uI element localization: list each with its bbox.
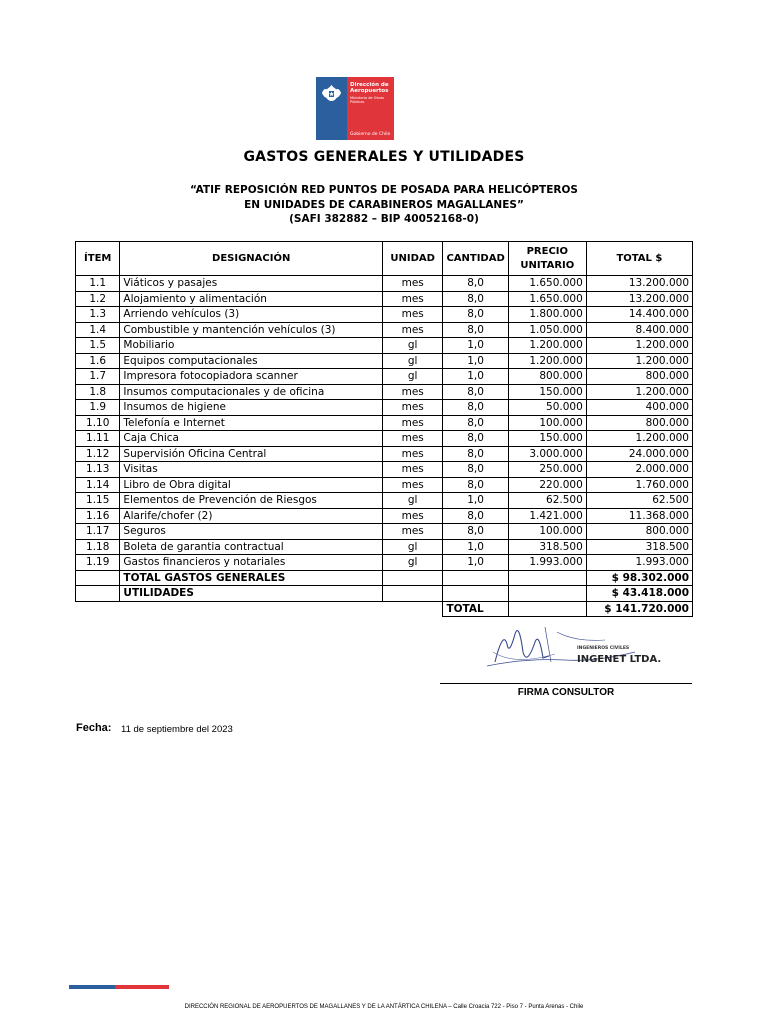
page-title: GASTOS GENERALES Y UTILIDADES <box>243 149 525 165</box>
cell-unidad: gl <box>382 338 442 354</box>
cell-unidad: gl <box>382 353 442 369</box>
cell-precio: 220.000 <box>508 477 586 493</box>
cell-item: 1.1 <box>76 276 120 292</box>
cell-total: 318.500 <box>586 539 692 555</box>
cell-item: 1.6 <box>76 353 120 369</box>
cell-precio: 100.000 <box>508 415 586 431</box>
footer-address: DIRECCIÓN REGIONAL DE AEROPUERTOS DE MAGALLANES Y DE LA ANTÁRTICA CHILENA – Calle Croacia 722 - Piso 7 - Punta Arenas - Chile <box>184 1004 584 1010</box>
cell-designacion: Visitas <box>120 462 383 478</box>
cell-designacion: Libro de Obra digital <box>120 477 383 493</box>
cell-cantidad: 8,0 <box>443 524 508 540</box>
cell-item: 1.17 <box>76 524 120 540</box>
cell-total: 62.500 <box>586 493 692 509</box>
table-row <box>76 276 693 292</box>
grand-total-spacer-3 <box>382 601 442 617</box>
logo-red-panel <box>347 77 394 140</box>
cell-total: 1.993.000 <box>586 555 692 571</box>
total-gastos-value: $ 98.302.000 <box>586 570 692 586</box>
header-total: TOTAL $ <box>586 242 692 276</box>
cell-unidad: mes <box>382 431 442 447</box>
footer-bar-red <box>115 985 169 989</box>
table-row <box>76 462 693 478</box>
cell-item: 1.18 <box>76 539 120 555</box>
total-gastos-empty-cantidad <box>443 570 508 586</box>
cell-unidad: gl <box>382 539 442 555</box>
cell-total: 14.400.000 <box>586 307 692 323</box>
table-header-row <box>76 242 693 276</box>
cell-total: 800.000 <box>586 524 692 540</box>
table-row <box>76 477 693 493</box>
grand-total-value: $ 141.720.000 <box>586 601 692 617</box>
utilidades-empty-cantidad <box>443 586 508 602</box>
table-row <box>76 322 693 338</box>
table-row <box>76 369 693 385</box>
cell-precio: 150.000 <box>508 431 586 447</box>
cell-designacion: Alojamiento y alimentación <box>120 291 383 307</box>
cell-cantidad: 8,0 <box>443 431 508 447</box>
cell-cantidad: 1,0 <box>443 338 508 354</box>
table-row <box>76 508 693 524</box>
cell-total: 11.368.000 <box>586 508 692 524</box>
table-row <box>76 291 693 307</box>
table-row <box>76 400 693 416</box>
table-body <box>76 276 693 571</box>
cell-item: 1.3 <box>76 307 120 323</box>
cell-total: 1.760.000 <box>586 477 692 493</box>
logo-government: Gobierno de Chile <box>350 132 391 137</box>
cell-total: 400.000 <box>586 400 692 416</box>
subtitle-line-2: EN UNIDADES DE CARABINEROS MAGALLANES” <box>244 198 524 211</box>
cell-designacion: Alarife/chofer (2) <box>120 508 383 524</box>
cell-designacion: Equipos computacionales <box>120 353 383 369</box>
table-row <box>76 493 693 509</box>
cell-total: 2.000.000 <box>586 462 692 478</box>
utilidades-empty-precio <box>508 586 586 602</box>
signature-line <box>440 683 692 684</box>
cell-cantidad: 8,0 <box>443 276 508 292</box>
cell-cantidad: 1,0 <box>443 353 508 369</box>
grand-total-spacer-1 <box>76 601 120 617</box>
subtitle-line-3: (SAFI 382882 – BIP 40052168-0) <box>289 213 479 225</box>
header-precio-line-2: UNITARIO <box>520 259 575 271</box>
cell-precio: 1.650.000 <box>508 276 586 292</box>
date-label: Fecha: <box>76 722 112 734</box>
cell-precio: 1.650.000 <box>508 291 586 307</box>
cell-unidad: gl <box>382 555 442 571</box>
logo <box>316 77 394 140</box>
header-cantidad: CANTIDAD <box>443 242 508 276</box>
cell-total: 24.000.000 <box>586 446 692 462</box>
cell-designacion: Boleta de garantia contractual <box>120 539 383 555</box>
cell-designacion: Viáticos y pasajes <box>120 276 383 292</box>
cell-designacion: Arriendo vehículos (3) <box>120 307 383 323</box>
total-gastos-row <box>76 570 693 586</box>
cell-unidad: gl <box>382 493 442 509</box>
cell-item: 1.15 <box>76 493 120 509</box>
cell-total: 1.200.000 <box>586 353 692 369</box>
cell-unidad: mes <box>382 307 442 323</box>
cell-item: 1.4 <box>76 322 120 338</box>
header-unidad: UNIDAD <box>382 242 442 276</box>
table-row <box>76 307 693 323</box>
cell-unidad: mes <box>382 384 442 400</box>
cell-unidad: mes <box>382 291 442 307</box>
signature-stamp-line-2: INGENET LTDA. <box>577 654 662 665</box>
cell-designacion: Seguros <box>120 524 383 540</box>
cell-precio: 1.421.000 <box>508 508 586 524</box>
subtitle-line-1: “ATIF REPOSICIÓN RED PUNTOS DE POSADA PARA HELICÓPTEROS <box>190 184 578 196</box>
cell-cantidad: 1,0 <box>443 539 508 555</box>
header-precio-unitario <box>508 242 586 276</box>
cell-designacion: Mobiliario <box>120 338 383 354</box>
header-designacion: DESIGNACIÓN <box>120 242 383 276</box>
table-row <box>76 415 693 431</box>
total-gastos-empty-unidad <box>382 570 442 586</box>
cell-item: 1.19 <box>76 555 120 571</box>
cell-total: 800.000 <box>586 415 692 431</box>
cell-total: 13.200.000 <box>586 276 692 292</box>
cell-designacion: Elementos de Prevención de Riesgos <box>120 493 383 509</box>
cell-item: 1.16 <box>76 508 120 524</box>
table-row <box>76 384 693 400</box>
cell-designacion: Insumos de higiene <box>120 400 383 416</box>
cell-unidad: mes <box>382 446 442 462</box>
date-value: 11 de septiembre del 2023 <box>121 724 233 735</box>
cell-cantidad: 8,0 <box>443 446 508 462</box>
signature-stamp-line-1: INGENIEROS CIVILES <box>577 646 630 651</box>
footer-color-bar <box>69 985 169 989</box>
cell-item: 1.11 <box>76 431 120 447</box>
logo-blue-panel <box>316 77 347 140</box>
cell-designacion: Telefonía e Internet <box>120 415 383 431</box>
cell-item: 1.9 <box>76 400 120 416</box>
cell-cantidad: 1,0 <box>443 555 508 571</box>
cell-item: 1.12 <box>76 446 120 462</box>
cell-cantidad: 8,0 <box>443 322 508 338</box>
cell-item: 1.8 <box>76 384 120 400</box>
table-row <box>76 555 693 571</box>
cell-cantidad: 1,0 <box>443 369 508 385</box>
cell-item: 1.2 <box>76 291 120 307</box>
cell-cantidad: 8,0 <box>443 384 508 400</box>
cell-designacion: Supervisión Oficina Central <box>120 446 383 462</box>
coat-of-arms-icon <box>319 81 344 103</box>
cell-unidad: mes <box>382 524 442 540</box>
cell-designacion: Gastos financieros y notariales <box>120 555 383 571</box>
grand-total-row <box>76 601 693 617</box>
cell-cantidad: 1,0 <box>443 493 508 509</box>
consultant-signature <box>485 622 662 672</box>
cell-precio: 1.993.000 <box>508 555 586 571</box>
cell-total: 13.200.000 <box>586 291 692 307</box>
project-subtitle <box>0 183 768 227</box>
total-gastos-label: TOTAL GASTOS GENERALES <box>120 570 383 586</box>
cell-unidad: mes <box>382 322 442 338</box>
cell-designacion: Combustible y mantención vehículos (3) <box>120 322 383 338</box>
cell-precio: 3.000.000 <box>508 446 586 462</box>
footer-bar-blue <box>69 985 115 989</box>
cell-precio: 250.000 <box>508 462 586 478</box>
cell-total: 8.400.000 <box>586 322 692 338</box>
cell-cantidad: 8,0 <box>443 508 508 524</box>
total-gastos-empty-precio <box>508 570 586 586</box>
total-gastos-empty-item <box>76 570 120 586</box>
table-row <box>76 524 693 540</box>
cell-item: 1.7 <box>76 369 120 385</box>
utilidades-value: $ 43.418.000 <box>586 586 692 602</box>
cell-unidad: mes <box>382 415 442 431</box>
cell-cantidad: 8,0 <box>443 291 508 307</box>
cell-item: 1.5 <box>76 338 120 354</box>
utilidades-row <box>76 586 693 602</box>
cell-precio: 800.000 <box>508 369 586 385</box>
cell-designacion: Impresora fotocopiadora scanner <box>120 369 383 385</box>
cell-precio: 100.000 <box>508 524 586 540</box>
cell-precio: 1.050.000 <box>508 322 586 338</box>
grand-total-label: TOTAL <box>443 601 508 617</box>
cell-unidad: mes <box>382 462 442 478</box>
cell-item: 1.13 <box>76 462 120 478</box>
cell-unidad: mes <box>382 276 442 292</box>
cell-precio: 50.000 <box>508 400 586 416</box>
header-precio-line-1: PRECIO <box>526 245 568 257</box>
cell-precio: 1.200.000 <box>508 353 586 369</box>
signature-label: FIRMA CONSULTOR <box>517 687 615 698</box>
utilidades-empty-unidad <box>382 586 442 602</box>
table-row <box>76 446 693 462</box>
cell-total: 800.000 <box>586 369 692 385</box>
cell-designacion: Insumos computacionales y de oficina <box>120 384 383 400</box>
table-row <box>76 338 693 354</box>
utilidades-empty-item <box>76 586 120 602</box>
cell-cantidad: 8,0 <box>443 462 508 478</box>
cell-cantidad: 8,0 <box>443 415 508 431</box>
grand-total-spacer-2 <box>120 601 383 617</box>
utilidades-label: UTILIDADES <box>120 586 383 602</box>
cell-total: 1.200.000 <box>586 384 692 400</box>
cell-designacion: Caja Chica <box>120 431 383 447</box>
cell-cantidad: 8,0 <box>443 477 508 493</box>
cell-unidad: mes <box>382 508 442 524</box>
cell-cantidad: 8,0 <box>443 307 508 323</box>
grand-total-empty <box>508 601 586 617</box>
header-item: ÍTEM <box>76 242 120 276</box>
cell-precio: 62.500 <box>508 493 586 509</box>
cell-unidad: gl <box>382 369 442 385</box>
cell-item: 1.10 <box>76 415 120 431</box>
cell-item: 1.14 <box>76 477 120 493</box>
expenses-table <box>75 241 693 617</box>
cell-cantidad: 8,0 <box>443 400 508 416</box>
cell-precio: 1.800.000 <box>508 307 586 323</box>
logo-title: Dirección de Aeropuertos <box>350 82 389 94</box>
cell-precio: 318.500 <box>508 539 586 555</box>
logo-ministry: Ministerio de Obras Públicas <box>350 96 385 104</box>
cell-unidad: mes <box>382 477 442 493</box>
cell-total: 1.200.000 <box>586 431 692 447</box>
cell-total: 1.200.000 <box>586 338 692 354</box>
cell-precio: 150.000 <box>508 384 586 400</box>
cell-precio: 1.200.000 <box>508 338 586 354</box>
table-row <box>76 431 693 447</box>
table-row <box>76 539 693 555</box>
table-row <box>76 353 693 369</box>
cell-unidad: mes <box>382 400 442 416</box>
